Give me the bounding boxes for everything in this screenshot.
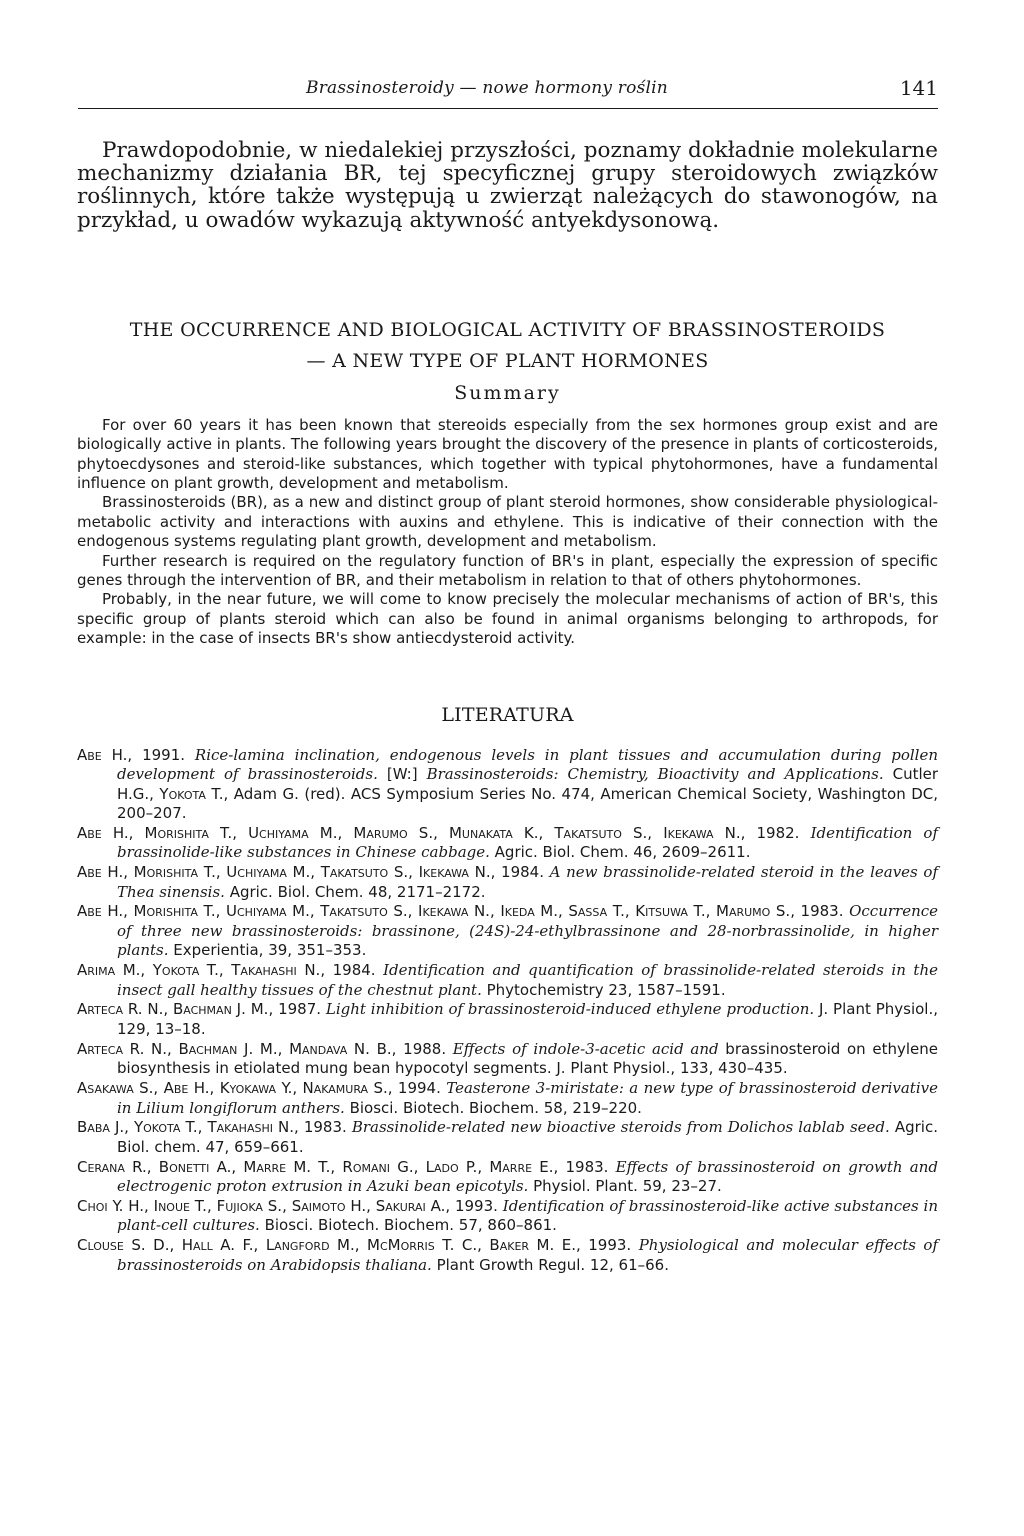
reference-entry [77, 746, 938, 824]
reference-text: T., [197, 902, 226, 921]
intro-paragraph: Prawdopodobnie, w niedalekiej przyszłości, poznamy dokładnie molekularne mechanizmy działania BR, tej specyficznej grupy steroidowych związków roślinnych, które także występują u zwierząt należących do stawonogów, na przykład, u owadów wykazują aktywność antyekdysonową. [77, 138, 938, 233]
reference-text: M. T., [286, 1157, 343, 1176]
reference-text: H., [345, 1197, 376, 1216]
reference-text: A. F., [212, 1236, 266, 1255]
reference-text: Y., [276, 1079, 303, 1098]
reference-text: H., 1991. [101, 745, 195, 764]
reference-title: Light inhibition of brassinosteroid-induced ethylene production. [325, 1000, 815, 1019]
reference-text: H., [101, 863, 134, 882]
reference-text: S., [388, 863, 419, 882]
reference-author: McMorris [367, 1236, 435, 1255]
running-header [78, 78, 938, 109]
reference-author: Morishita [133, 902, 198, 921]
reference-author: Uchiyama [226, 902, 287, 921]
reference-author: Choi [77, 1197, 108, 1216]
reference-author: Kyokawa [219, 1079, 277, 1098]
reference-author: Marre [489, 1157, 533, 1176]
reference-title: Effects of indole-3-acetic acid and [452, 1039, 719, 1058]
reference-text: S., [133, 1079, 164, 1098]
reference-text: E., 1983. [532, 1157, 616, 1176]
reference-text: J. Plant Physiol., 129, 13–18. [117, 1000, 938, 1038]
reference-author: Takatsuto [320, 863, 389, 882]
reference-text: T., [687, 902, 716, 921]
reference-entry [77, 1000, 938, 1039]
reference-text: H., [101, 902, 134, 921]
reference-entry [77, 1236, 938, 1275]
reference-text: brassinosteroid on ethylene biosynthesis in etiolated mung bean hypocotyl segments. J. Plant Physiol., 133, 430–435. [117, 1039, 938, 1078]
reference-author: Cerana [77, 1157, 125, 1176]
reference-text: Experientia, 39, 351–353. [168, 941, 367, 960]
reference-text: T., [198, 863, 227, 882]
reference-author: Bonetti [158, 1157, 210, 1176]
reference-text: Biosci. Biotech. Biochem. 58, 219–220. [344, 1098, 642, 1117]
reference-text: Biosci. Biotech. Biochem. 57, 860–861. [259, 1216, 557, 1235]
reference-author: Clouse [77, 1236, 124, 1255]
reference-text: S., [407, 823, 449, 842]
reference-entry [77, 1158, 938, 1197]
summary-body [77, 416, 938, 649]
reference-author: Arteca [77, 1000, 123, 1019]
reference-author: Abe [77, 863, 102, 882]
reference-text: S. D., [123, 1236, 182, 1255]
reference-entry [77, 1040, 938, 1079]
reference-author: Bachman [178, 1039, 238, 1058]
running-title: Brassinosteroidy — nowe hormony roślin [306, 78, 668, 98]
reference-text: N. B., 1988. [347, 1039, 453, 1058]
reference-title: Occurrence of three new brassinosteroids: brassinone, (24S)-24-ethylbrassinone and 28-norbrassinolide, in higher plants. [117, 902, 939, 960]
reference-author: Takahashi [231, 961, 297, 980]
reference-text: Phytochemistry 23, 1587–1591. [481, 980, 726, 999]
reference-author: Baker [489, 1236, 530, 1255]
reference-text: Physiol. Plant. 59, 23–27. [528, 1177, 722, 1196]
reference-text: G., [389, 1157, 426, 1176]
reference-title: A new brassinolide-related steroid in the leaves of Thea sinensis. [117, 863, 938, 901]
reference-title: Brassinosteroids: Chemistry, Bioactivity and Applications. [426, 765, 884, 784]
summary-paragraph: For over 60 years it has been known that stereoids especially from the sex hormones group exist and are biologically active in plants. The following years brought the discovery of the presence in plants of corticosteroids, phytoecdysones and steroid-like substances, which together with typical phytohormones, have a fundamental influence on plant growth, development and metabolism. [77, 415, 938, 493]
reference-author: Marre [243, 1157, 287, 1176]
reference-text: R., [124, 1157, 159, 1176]
reference-entry [77, 1118, 938, 1157]
reference-author: Romani [342, 1157, 390, 1176]
reference-author: Takahashi [207, 1118, 273, 1137]
reference-author: Morishita [144, 823, 209, 842]
reference-title: Rice-lamina inclination, endogenous levels in plant tissues and accumulation during pollen development of brassinosteroids. [117, 745, 938, 784]
reference-text: J. M., [237, 1039, 290, 1058]
reference-text: P., [458, 1157, 490, 1176]
reference-text: S., 1983. [770, 902, 850, 921]
reference-text: M., [329, 1236, 368, 1255]
reference-author: Hall [181, 1236, 213, 1255]
reference-entry [77, 1197, 938, 1236]
page-number: 141 [899, 76, 938, 100]
reference-text: Y. H., [107, 1197, 154, 1216]
reference-author: Uchiyama [226, 863, 287, 882]
literature-heading: LITERATURA [441, 703, 574, 726]
reference-text: T., [180, 1118, 208, 1137]
reference-author: Fujioka [216, 1197, 263, 1216]
reference-text: N., 1983. [272, 1118, 352, 1137]
reference-author: Marumo [353, 823, 408, 842]
reference-author: Ikekawa [418, 863, 469, 882]
reference-entry [77, 863, 938, 902]
reference-author: Lado [425, 1157, 459, 1176]
reference-text: S., [262, 1197, 292, 1216]
reference-author: Mandava [289, 1039, 348, 1058]
reference-author: Ikekawa [418, 902, 469, 921]
reference-author: Yokota [133, 1118, 181, 1137]
summary-title [77, 315, 938, 377]
reference-list [77, 746, 938, 1275]
reference-text: K., [512, 823, 555, 842]
reference-author: Ikeda [500, 902, 535, 921]
reference-author: Munakata [448, 823, 513, 842]
reference-author: Abe [77, 745, 102, 764]
reference-entry [77, 1079, 938, 1118]
summary-title-line-1: THE OCCURRENCE AND BIOLOGICAL ACTIVITY OF BRASSINOSTEROIDS [129, 318, 886, 341]
reference-text: T., [199, 961, 232, 980]
reference-entry [77, 824, 938, 863]
reference-author: Takatsuto [320, 902, 388, 921]
reference-text: H., [188, 1079, 220, 1098]
reference-author: Kitsuwa [635, 902, 688, 921]
reference-text: M., [286, 863, 321, 882]
reference-text: S., [387, 902, 419, 921]
reference-text: A., [209, 1157, 244, 1176]
reference-author: Nakamura [302, 1079, 369, 1098]
reference-text: M., [308, 823, 354, 842]
reference-text: N., [468, 902, 501, 921]
reference-author: Arteca [77, 1039, 123, 1058]
reference-text: N., 1984. [468, 863, 550, 882]
reference-author: Morishita [133, 863, 199, 882]
reference-entry [77, 961, 938, 1000]
reference-author: Marumo [716, 902, 771, 921]
reference-author: Abe [77, 902, 102, 921]
reference-title: Physiological and molecular effects of brassinosteroids on Arabidopsis thaliana. [117, 1236, 939, 1274]
reference-author: Yokota [159, 784, 206, 803]
summary-paragraph: Probably, in the near future, we will come to know precisely the molecular mechanisms of action of BR's, this specific group of plants steroid which can also be found in animal organisms belonging to arthropods, for example: in the case of insects BR's show antiecdysteroid activity. [77, 590, 938, 648]
reference-author: Langford [265, 1236, 330, 1255]
reference-text: T. C., [434, 1236, 490, 1255]
reference-author: Uchiyama [248, 823, 309, 842]
summary-title-line-2: — A NEW TYPE OF PLANT HORMONES [306, 349, 709, 372]
summary-paragraph: Further research is required on the regulatory function of BR's in plant, especially the expression of specific genes through the intervention of BR, and their metabolism in relation to that of others phytohormones. [77, 551, 938, 590]
reference-title: Brassinolide-related new bioactive steroids from Dolichos lablab seed. [351, 1118, 890, 1137]
reference-text: J. M., 1987. [231, 1000, 326, 1019]
summary-paragraph: Brassinosteroids (BR), as a new and distinct group of plant steroid hormones, show considerable physiological-metabolic activity and interactions with auxins and ethylene. This is indicative of their connection with the endogenous systems regulating plant growth, development and metabolism. [77, 493, 938, 551]
reference-text: N., 1982. [713, 823, 811, 842]
reference-text: H., [101, 823, 145, 842]
reference-text: T., [607, 902, 636, 921]
reference-text: [W:] [377, 765, 427, 784]
reference-text: Agric. Biol. Chem. 48, 2171–2172. [224, 882, 486, 901]
reference-entry [77, 902, 938, 960]
reference-author: Takatsuto [554, 823, 622, 842]
reference-title: Identification of brassinolide-like substances in Chinese cabbage. [117, 823, 939, 862]
reference-text: Cutler H.G., [117, 765, 939, 803]
reference-text: T., Adam G. (red). ACS Symposium Series No. 474, American Chemical Society, Washington DC, 200–207. [117, 784, 938, 822]
reference-text: M., [286, 902, 321, 921]
reference-text: Agric. Biol. chem. 47, 659–661. [117, 1118, 938, 1156]
reference-text: J., [109, 1118, 134, 1137]
reference-title: Identification of brassinosteroid-like active substances in plant-cell cultures. [117, 1197, 939, 1235]
reference-author: Inoue [153, 1197, 190, 1216]
reference-author: Abe [77, 823, 102, 842]
reference-text: M., [115, 961, 153, 980]
reference-title: Identification and quantification of brassinolide-related steroids in the insect gall healthy tissues of the chestnut plant. [117, 961, 938, 999]
reference-text: M., [534, 902, 569, 921]
summary-heading: Summary [454, 381, 561, 404]
reference-author: Yokota [152, 961, 200, 980]
reference-text: R. N., [122, 1000, 173, 1019]
reference-author: Arima [77, 961, 116, 980]
reference-title: Teasterone 3-miristate: a new type of brassinosteroid derivative in Lilium longiflorum anthers. [117, 1079, 938, 1117]
reference-author: Ikekawa [663, 823, 714, 842]
reference-text: S., 1994. [368, 1079, 447, 1098]
reference-text: Plant Growth Regul. 12, 61–66. [431, 1255, 669, 1274]
reference-author: Sassa [568, 902, 608, 921]
reference-author: Baba [77, 1118, 110, 1137]
reference-text: Agric. Biol. Chem. 46, 2609–2611. [489, 843, 751, 862]
reference-text: T., [189, 1197, 217, 1216]
reference-author: Sakurai [375, 1197, 426, 1216]
reference-text: R. N., [122, 1039, 179, 1058]
reference-author: Saimoto [291, 1197, 346, 1216]
reference-author: Asakawa [77, 1079, 134, 1098]
reference-text: S., [621, 823, 664, 842]
reference-text: N., 1984. [296, 961, 384, 980]
reference-text: A., 1993. [425, 1197, 503, 1216]
reference-text: T., [208, 823, 249, 842]
reference-author: Bachman [172, 1000, 232, 1019]
reference-title: Effects of brassinosteroid on growth and electrogenic proton extrusion in Azuki bean epicotyls. [117, 1157, 938, 1196]
reference-text: M. E., 1993. [529, 1236, 639, 1255]
reference-author: Abe [163, 1079, 189, 1098]
